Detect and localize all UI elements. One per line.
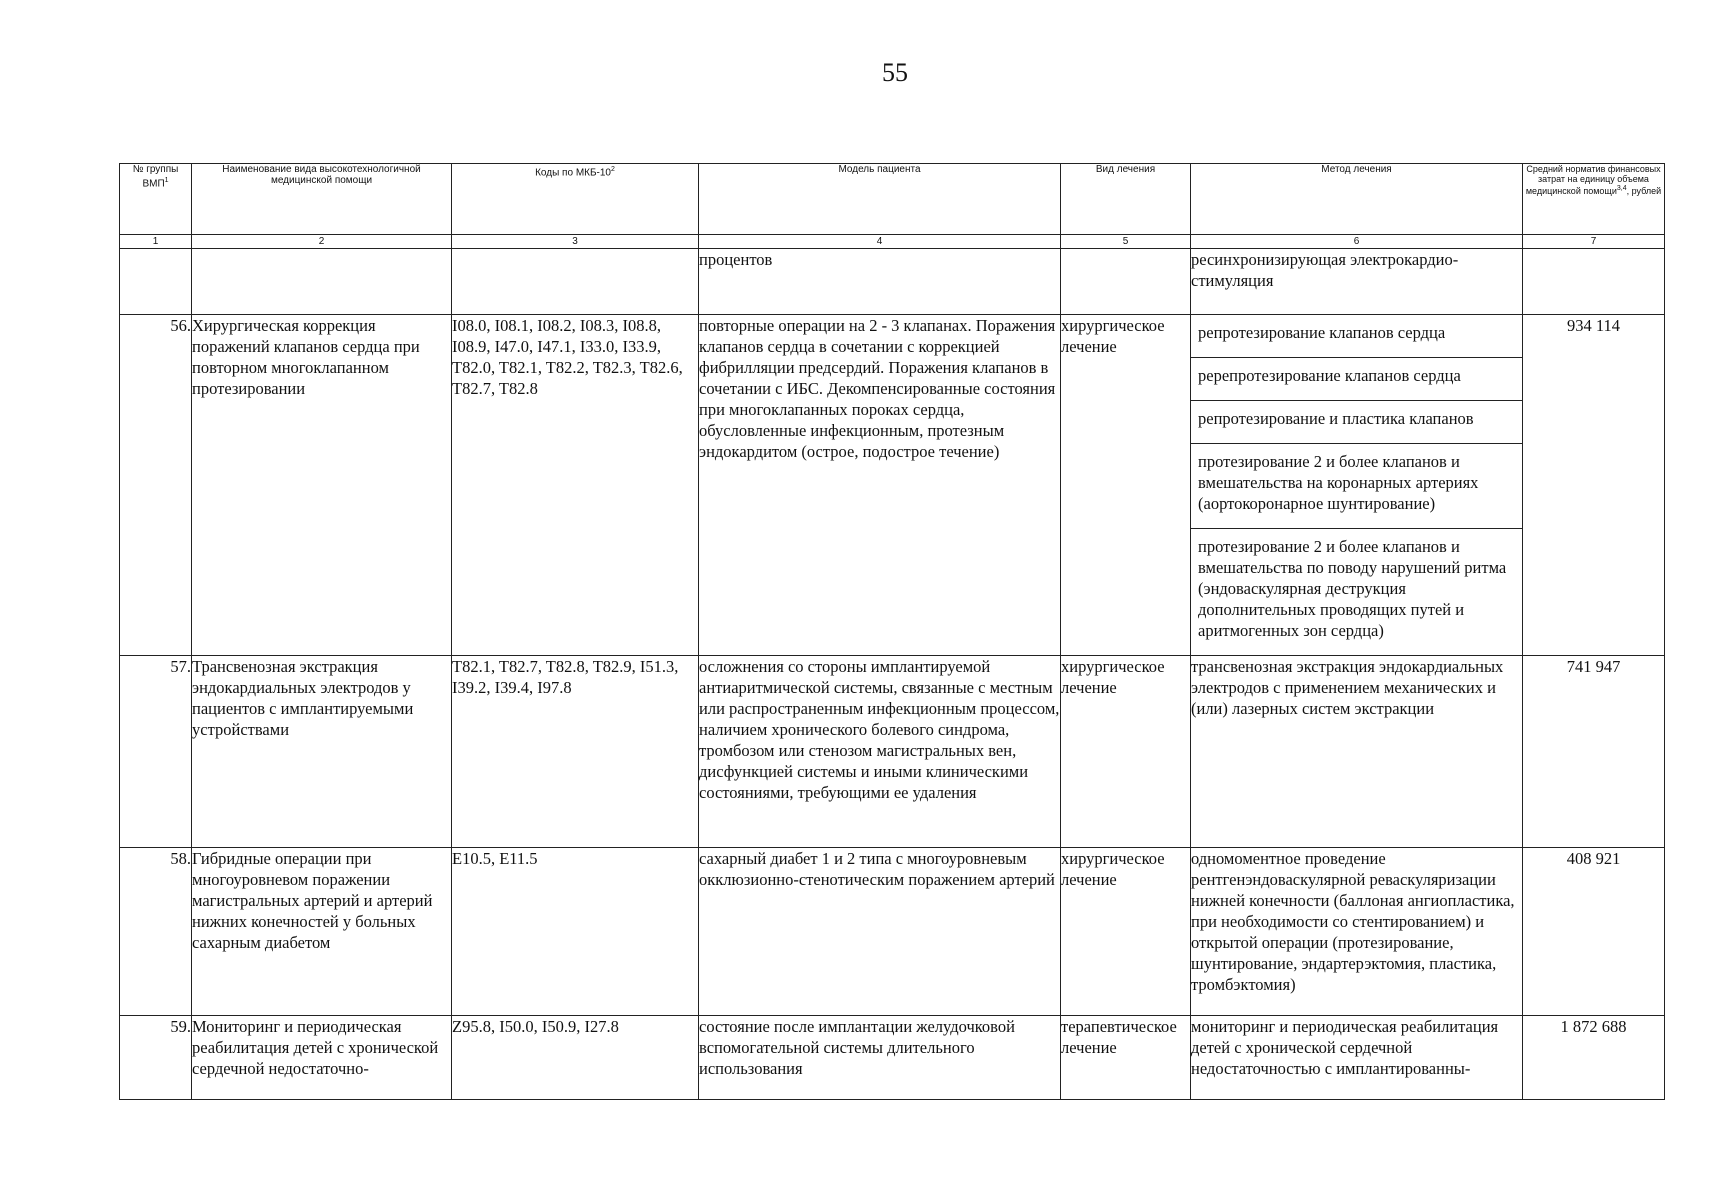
treatment-methods xyxy=(1191,315,1523,656)
icd-codes: I08.0, I08.1, I08.2, I08.3, I08.8, I08.9, I47.0, I47.1, I33.0, I33.9, T82.0, T82.1, T82.2, T82.3, T82.6, T82.7, T82.8 xyxy=(452,315,699,656)
vmp-table xyxy=(119,163,1665,1100)
treatment-type: хирургическое лечение xyxy=(1061,848,1191,1016)
header-patient-model: Модель пациента xyxy=(699,164,1061,235)
cost-value: 741 947 xyxy=(1523,656,1665,848)
column-number: 1 xyxy=(120,235,192,249)
table-row xyxy=(120,1016,1665,1100)
cost-value: 1 872 688 xyxy=(1523,1016,1665,1100)
header-treatment-type: Вид лечения xyxy=(1061,164,1191,235)
header-vmp-name: Наименование вида высокотехнологичной медицинской помощи xyxy=(192,164,452,235)
header-treatment-method: Метод лечения xyxy=(1191,164,1523,235)
vmp-name: Трансвенозная экстракция эндокардиальных электродов у пациентов с имплантируемыми устройствами xyxy=(192,656,452,848)
column-number-row xyxy=(120,235,1665,249)
treatment-type: хирургическое лечение xyxy=(1061,315,1191,656)
column-number: 6 xyxy=(1191,235,1523,249)
treatment-type: хирургическое лечение xyxy=(1061,656,1191,848)
group-number: 57. xyxy=(120,656,192,848)
treatment-type: терапевтическое лечение xyxy=(1061,1016,1191,1100)
column-number: 2 xyxy=(192,235,452,249)
patient-model: состояние после имплантации желудочковой вспомогательной системы длительного использования xyxy=(699,1016,1061,1100)
treatment-method: протезирование 2 и более клапанов и вмешательства на коронарных артериях (аортокоронарное шунтирование) xyxy=(1191,444,1522,529)
treatment-method: одномоментное проведение рентгенэндоваскулярной реваскуляризации нижней конечности (баллоная ангиопластика, при необходимости со стентированием) и открытой операции (протезирование, шунтирование, эндартерэктомия, пластика, тромбэктомия) xyxy=(1191,848,1523,1016)
treatment-method: трансвенозная экстракция эндокардиальных электродов с применением механических и (или) лазерных систем экстракции xyxy=(1191,656,1523,848)
treatment-method: ререпротезирование клапанов сердца xyxy=(1191,358,1522,401)
treatment-method: ресинхронизирующая электрокардио-стимуляция xyxy=(1191,249,1523,315)
patient-model: сахарный диабет 1 и 2 типа с многоуровневым окклюзионно-стенотическим поражением артерий xyxy=(699,848,1061,1016)
table-row xyxy=(120,656,1665,848)
column-number: 7 xyxy=(1523,235,1665,249)
treatment-method: протезирование 2 и более клапанов и вмешательства по поводу нарушений ритма (эндоваскулярная деструкция дополнительных проводящих путей и аритмогенных зон сердца) xyxy=(1198,537,1507,640)
page-number: 55 xyxy=(882,58,908,87)
column-number: 3 xyxy=(452,235,699,249)
vmp-name: Хирургическая коррекция поражений клапанов сердца при повторном многоклапанном протезировании xyxy=(192,315,452,656)
patient-model: повторные операции на 2 - 3 клапанах. Поражения клапанов сердца в сочетании с коррекцией фибрилляции предсердий. Поражения клапанов в сочетании с ИБС. Декомпенсированные состояния при многоклапанных пороках сердца, обусловленные инфекционным, протезным эндокардитом (острое, подострое течение) xyxy=(699,315,1061,656)
patient-model: процентов xyxy=(699,249,1061,315)
column-number: 4 xyxy=(699,235,1061,249)
patient-model: осложнения со стороны имплантируемой антиаритмической системы, связанные с местным или распространенным инфекционным процессом, наличием хронического болевого синдрома, тромбозом или стенозом магистральных вен, дисфункцией системы и иными клиническими состояниями, требующими ее удаления xyxy=(699,656,1061,848)
header-row xyxy=(120,164,1665,235)
treatment-method: репротезирование и пластика клапанов xyxy=(1191,401,1522,444)
table-row xyxy=(120,249,1665,315)
treatment-method: репротезирование клапанов сердца xyxy=(1191,315,1522,358)
table-row xyxy=(120,848,1665,1016)
icd-codes: T82.1, T82.7, T82.8, T82.9, I51.3, I39.2, I39.4, I97.8 xyxy=(452,656,699,848)
group-number: 56. xyxy=(120,315,192,656)
treatment-method: мониторинг и периодическая реабилитация детей с хронической сердечной недостаточностью с имплантированны- xyxy=(1191,1016,1523,1100)
header-icd-codes: Коды по МКБ-$10^2$ xyxy=(452,164,699,235)
header-cost-standard: Средний норматив финансовых затрат на единицу объема медицинской помощи$^{3,4}$, рублей xyxy=(1523,164,1665,235)
vmp-name: Гибридные операции при многоуровневом поражении магистральных артерий и артерий нижних конечностей у больных сахарным диабетом xyxy=(192,848,452,1016)
column-number: 5 xyxy=(1061,235,1191,249)
cost-value: 408 921 xyxy=(1523,848,1665,1016)
group-number: 59. xyxy=(120,1016,192,1100)
cost-value: 934 114 xyxy=(1523,315,1665,656)
header-group-number: № группы ВМП$^1$ xyxy=(120,164,192,235)
group-number: 58. xyxy=(120,848,192,1016)
vmp-name: Мониторинг и периодическая реабилитация детей с хронической сердечной недостаточно- xyxy=(192,1016,452,1100)
table-row xyxy=(120,315,1665,656)
icd-codes: E10.5, E11.5 xyxy=(452,848,699,1016)
icd-codes: Z95.8, I50.0, I50.9, I27.8 xyxy=(452,1016,699,1100)
